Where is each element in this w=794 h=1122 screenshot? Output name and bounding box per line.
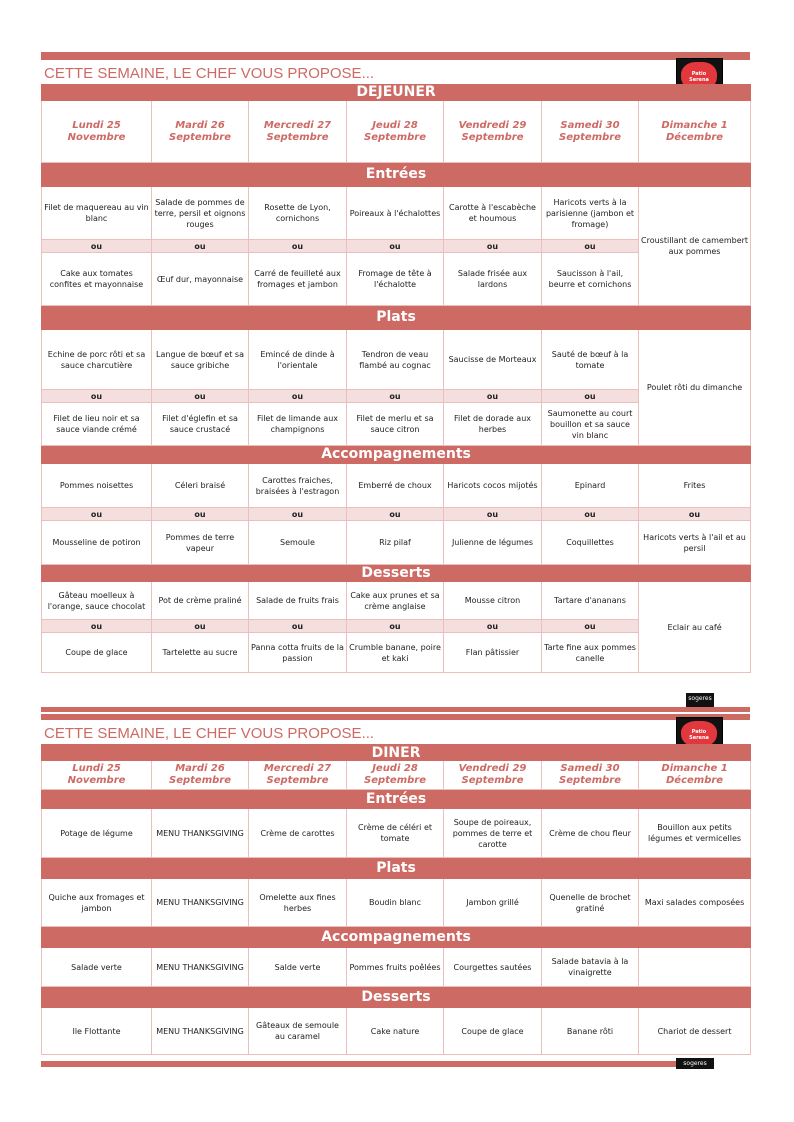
menu-item: Filet de merlu et sa sauce citron <box>347 403 444 446</box>
section-header-accompagnements: Accompagnements <box>42 927 751 948</box>
dinner-title-bar <box>41 720 750 744</box>
or-separator: ou <box>347 620 444 633</box>
day-header: Dimanche 1 Décembre <box>639 761 751 790</box>
menu-item: Rosette de Lyon, cornichons <box>249 187 347 240</box>
menu-item: Filet de limande aux champignons <box>249 403 347 446</box>
or-separator: ou <box>42 390 152 403</box>
or-separator: ou <box>347 390 444 403</box>
heart-logo-icon: Patio Serena <box>681 62 717 92</box>
day-header: Mercredi 27 Septembre <box>249 101 347 163</box>
menu-item: Carotte à l'escabèche et houmous <box>444 187 542 240</box>
divider <box>41 707 750 712</box>
menu-item: Langue de bœuf et sa sauce gribiche <box>152 330 249 390</box>
or-separator: ou <box>152 508 249 521</box>
menu-item: Tarte fine aux pommes canelle <box>542 633 639 673</box>
menu-item: Fromage de tête à l'échalotte <box>347 253 444 306</box>
menu-item: Courgettes sautées <box>444 948 542 987</box>
section-header-desserts: Desserts <box>42 987 751 1008</box>
or-separator: ou <box>444 620 542 633</box>
or-separator: ou <box>444 240 542 253</box>
lunch-title-bar <box>41 60 750 85</box>
menu-item: Crumble banane, poire et kaki <box>347 633 444 673</box>
menu-item: Panna cotta fruits de la passion <box>249 633 347 673</box>
menu-item: Epinard <box>542 464 639 508</box>
heart-logo-icon: Patio Serena <box>681 721 717 748</box>
menu-item: Maxi salades composées <box>639 879 751 927</box>
menu-item: Œuf dur, mayonnaise <box>152 253 249 306</box>
menu-item: Mousseline de potiron <box>42 521 152 565</box>
menu-item: Ile Flottante <box>42 1008 152 1055</box>
day-header: Mardi 26 Septembre <box>152 761 249 790</box>
menu-item: Salade batavia à la vinaigrette <box>542 948 639 987</box>
menu-item: Bouillon aux petits légumes et vermicelles <box>639 809 751 858</box>
menu-item: Pommes noisettes <box>42 464 152 508</box>
or-separator: ou <box>249 508 347 521</box>
sogeres-logo: sogeres <box>686 693 714 707</box>
menu-item: Potage de légume <box>42 809 152 858</box>
day-header: Mercredi 27 Septembre <box>249 761 347 790</box>
menu-item: Haricots verts à la parisienne (jambon et fromage) <box>542 187 639 240</box>
menu-item: Coupe de glace <box>444 1008 542 1055</box>
menu-item: Pommes fruits poêlées <box>347 948 444 987</box>
menu-item: MENU THANKSGIVING <box>152 1008 249 1055</box>
menu-item: Quiche aux fromages et jambon <box>42 879 152 927</box>
menu-item: Riz pilaf <box>347 521 444 565</box>
day-header: Jeudi 28 Septembre <box>347 761 444 790</box>
menu-item: Salade frisée aux lardons <box>444 253 542 306</box>
menu-item: Semoule <box>249 521 347 565</box>
section-header-entrees: Entrées <box>42 790 751 809</box>
or-separator: ou <box>347 508 444 521</box>
menu-item: Mousse citron <box>444 582 542 620</box>
section-header-entrees: Entrées <box>42 163 751 187</box>
menu-item: Filet de dorade aux herbes <box>444 403 542 446</box>
menu-item: MENU THANKSGIVING <box>152 948 249 987</box>
menu-item: Frites <box>639 464 751 508</box>
bottom-rule <box>41 1061 676 1067</box>
menu-item: Salade de fruits frais <box>249 582 347 620</box>
menu-item-sunday: Croustillant de camembert aux pommes <box>639 187 751 306</box>
menu-item: Banane rôti <box>542 1008 639 1055</box>
or-separator: ou <box>152 390 249 403</box>
menu-item: Filet de lieu noir et sa sauce viande crémé <box>42 403 152 446</box>
menu-item: Coupe de glace <box>42 633 152 673</box>
meal-header: DINER <box>42 745 751 761</box>
menu-item: Jambon grillé <box>444 879 542 927</box>
menu-item: Céleri braisé <box>152 464 249 508</box>
or-separator: ou <box>347 240 444 253</box>
menu-item: Omelette aux fines herbes <box>249 879 347 927</box>
lunch-table <box>41 84 751 673</box>
or-separator: ou <box>249 240 347 253</box>
menu-item: Crème de céléri et tomate <box>347 809 444 858</box>
or-separator: ou <box>444 390 542 403</box>
menu-item: Pommes de terre vapeur <box>152 521 249 565</box>
menu-item: Gâteaux de semoule au caramel <box>249 1008 347 1055</box>
day-header: Samedi 30 Septembre <box>542 761 639 790</box>
section-header-plats: Plats <box>42 306 751 330</box>
lunch-menu <box>41 84 750 673</box>
or-separator: ou <box>542 620 639 633</box>
menu-item: Salade de pommes de terre, persil et oignons rouges <box>152 187 249 240</box>
or-separator: ou <box>542 390 639 403</box>
meal-header: DEJEUNER <box>42 85 751 101</box>
day-header: Dimanche 1 Décembre <box>639 101 751 163</box>
menu-item: Cake aux tomates confites et mayonnaise <box>42 253 152 306</box>
menu-item: Tartelette au sucre <box>152 633 249 673</box>
menu-item: Tendron de veau flambé au cognac <box>347 330 444 390</box>
or-separator: ou <box>42 508 152 521</box>
menu-item: Echine de porc rôti et sa sauce charcutière <box>42 330 152 390</box>
menu-item: Filet d'églefin et sa sauce crustacé <box>152 403 249 446</box>
or-separator: ou <box>542 508 639 521</box>
day-header: Vendredi 29 Septembre <box>444 101 542 163</box>
menu-item: Boudin blanc <box>347 879 444 927</box>
menu-item: Crème de chou fleur <box>542 809 639 858</box>
menu-item: Salade verte <box>42 948 152 987</box>
menu-item: Crème de carottes <box>249 809 347 858</box>
menu-item: Flan pâtissier <box>444 633 542 673</box>
section-header-desserts: Desserts <box>42 565 751 582</box>
menu-item: Sauté de bœuf à la tomate <box>542 330 639 390</box>
menu-item: Cake aux prunes et sa crème anglaise <box>347 582 444 620</box>
menu-item: Tartare d'ananans <box>542 582 639 620</box>
menu-item <box>639 948 751 987</box>
or-separator: ou <box>152 620 249 633</box>
menu-item: Emberré de choux <box>347 464 444 508</box>
or-separator: ou <box>249 390 347 403</box>
menu-item: Carré de feuilleté aux fromages et jambon <box>249 253 347 306</box>
menu-item: Saucisson à l'ail, beurre et cornichons <box>542 253 639 306</box>
or-separator: ou <box>42 240 152 253</box>
day-header: Mardi 26 Septembre <box>152 101 249 163</box>
or-separator: ou <box>249 620 347 633</box>
section-header-accompagnements: Accompagnements <box>42 446 751 464</box>
menu-item: Poireaux à l'échalottes <box>347 187 444 240</box>
menu-item: Julienne de légumes <box>444 521 542 565</box>
menu-item: MENU THANKSGIVING <box>152 879 249 927</box>
section-header-plats: Plats <box>42 858 751 879</box>
day-header: Samedi 30 Septembre <box>542 101 639 163</box>
menu-item: Quenelle de brochet gratiné <box>542 879 639 927</box>
page-title: CETTE SEMAINE, LE CHEF VOUS PROPOSE... <box>44 725 375 742</box>
menu-item: Gâteau moelleux à l'orange, sauce chocolat <box>42 582 152 620</box>
menu-item: Haricots verts à l'ail et au persil <box>639 521 751 565</box>
menu-item: Emincé de dinde à l'orientale <box>249 330 347 390</box>
menu-item: Cake nature <box>347 1008 444 1055</box>
menu-item: Haricots cocos mijotés <box>444 464 542 508</box>
day-header: Lundi 25 Novembre <box>42 761 152 790</box>
menu-item: Salde verte <box>249 948 347 987</box>
or-separator: ou <box>444 508 542 521</box>
menu-item: Saumonette au court bouillon et sa sauce vin blanc <box>542 403 639 446</box>
day-header: Vendredi 29 Septembre <box>444 761 542 790</box>
menu-item: Coquillettes <box>542 521 639 565</box>
or-separator: ou <box>542 240 639 253</box>
menu-item-sunday: Poulet rôti du dimanche <box>639 330 751 446</box>
or-separator: ou <box>42 620 152 633</box>
menu-item: Carottes fraiches, braisées à l'estragon <box>249 464 347 508</box>
day-header: Lundi 25 Novembre <box>42 101 152 163</box>
sogeres-logo: sogeres <box>676 1058 714 1069</box>
menu-item: MENU THANKSGIVING <box>152 809 249 858</box>
menu-item-sunday: Eclair au café <box>639 582 751 673</box>
menu-item: Chariot de dessert <box>639 1008 751 1055</box>
day-header: Jeudi 28 Septembre <box>347 101 444 163</box>
menu-item: Pot de crème praliné <box>152 582 249 620</box>
page-title: CETTE SEMAINE, LE CHEF VOUS PROPOSE... <box>44 65 375 82</box>
dinner-table <box>41 744 751 1055</box>
top-rule <box>41 52 750 60</box>
menu-item: Soupe de poireaux, pommes de terre et carotte <box>444 809 542 858</box>
or-separator: ou <box>152 240 249 253</box>
menu-item: Saucisse de Morteaux <box>444 330 542 390</box>
menu-item: Filet de maquereau au vin blanc <box>42 187 152 240</box>
dinner-menu <box>41 744 750 1055</box>
or-separator: ou <box>639 508 751 521</box>
